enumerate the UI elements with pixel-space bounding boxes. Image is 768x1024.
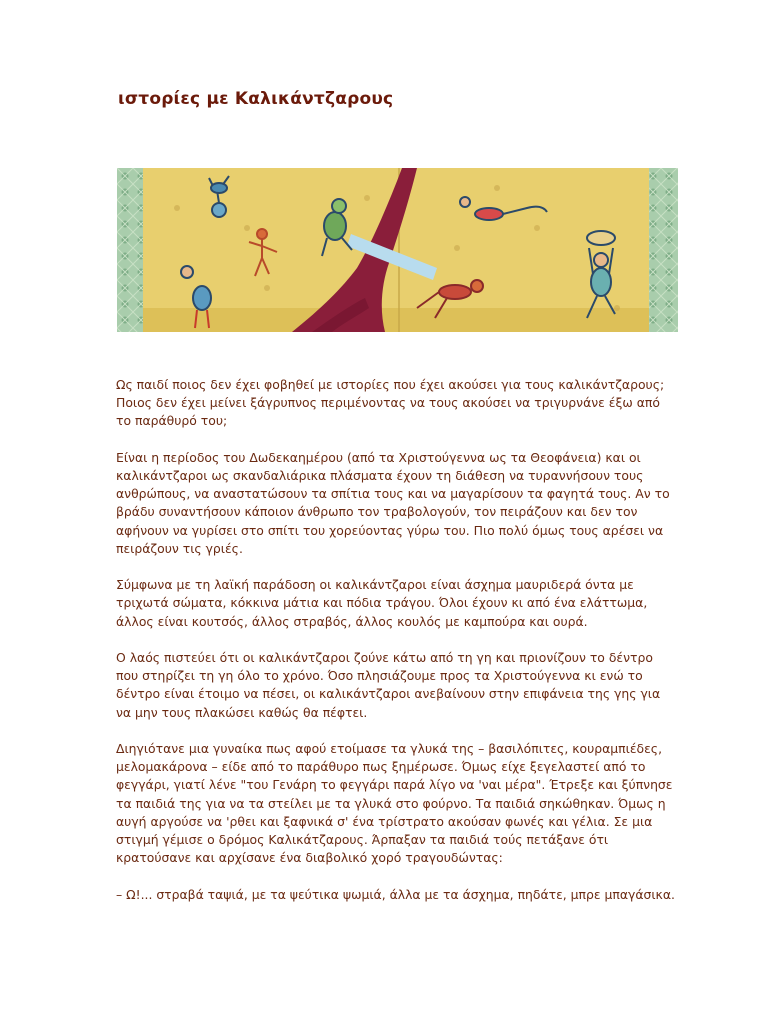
paragraph: – Ω!... στραβά ταψιά, με τα ψεύτικα ψωμιά, άλλα με τα άσχημα, πηδάτε, μπρε μπαγάσικα. [116,886,675,902]
paragraph: Ο λαός πιστεύει ότι οι καλικάντζαροι ζούνε κάτω από τη γη και πριονίζουν το δέντρο που στηρίζει τη γη όλο το χρόνο. Όσο πλησιάζουμε προς τα Χριστούγεννα κι ενώ το δέντρο είναι έτοιμο να πέσει, οι καλικάντζαροι ανεβαίνουν στην επιφάνεια της γης για να μην τους πλακώσει καθώς θα πέφτει. [116,650,661,720]
goblins-illustration [117,168,678,332]
left-border [117,168,143,332]
paragraph: Ως παιδί ποιος δεν έχει φοβηθεί με ιστορίες που έχει ακούσει για τους καλικάντζαρους; Ποιος δεν έχει μείνει ξάγρυπνος περιμένοντας να τους ακούσει να τριγυρνάνε έξω από το παράθυρό του; [116,377,665,429]
cake-icon [587,231,615,245]
page-title: ιστορίες με Καλικάντζαρους [118,89,394,109]
right-border [649,168,678,332]
article-body [116,376,676,922]
paragraph: Διηγιότανε μια γυναίκα πως αφού ετοίμασε τα γλυκά της – βασιλόπιτες, κουραμπιέδες, μελομακάρονα – είδε από το παράθυρο πως ξημέρωσε. Όμως είχε ξεγελαστεί από το φεγγάρι, γιατί λένε "του Γενάρη το φεγγάρι παρά λίγο να 'ναι μέρα". Έτρεξε και ξύπνησε τα παιδιά της για να τα στείλει με τα γλυκά στο φούρνο. Τα παιδιά σηκώθηκαν. Όμως η αυγή αργούσε να 'ρθει και ξαφνικά σ' ένα τρίστρατο ακούσαν φωνές και γέλια. Σε μια στιγμή γέμισε ο δρόμος Καλικάτζαρους. Άρπαξαν τα παιδιά τούς πετάξανε ότι κρατούσανε και αρχίσανε ένα διαβολικό χορό τραγουδώντας: [116,741,673,866]
paragraph: Σύμφωνα με τη λαϊκή παράδοση οι καλικάντζαροι είναι άσχημα μαυριδερά όντα με τριχωτά σώματα, κόκκινα μάτια και πόδια τράγου. Όλοι έχουν κι από ένα ελάττωμα, άλλος είναι κουτσός, άλλος στραβός, άλλος κουλός με καμπούρα και ουρά. [116,577,648,629]
paragraph: Είναι η περίοδος του Δωδεκαημέρου (από τα Χριστούγεννα ως τα Θεοφάνεια) και οι καλικάντζαροι ως σκανδαλιάρικα πλάσματα έχουν τη διάθεση να τυραννήσουν τους ανθρώπους, να αναστατώσουν τα σπίτια τους και να μαγαρίσουν τα φαγητά τους. Αν το βράδυ συναντήσουν κάποιον άνθρωπο τον τραβολογούν, τον πειράζουν και δεν τον αφήνουν να γυρίσει στο σπίτι του χορεύοντας γύρω του. Πιο πολύ όμως τους αρέσει να πειράζουν τις γριές. [116,449,670,556]
